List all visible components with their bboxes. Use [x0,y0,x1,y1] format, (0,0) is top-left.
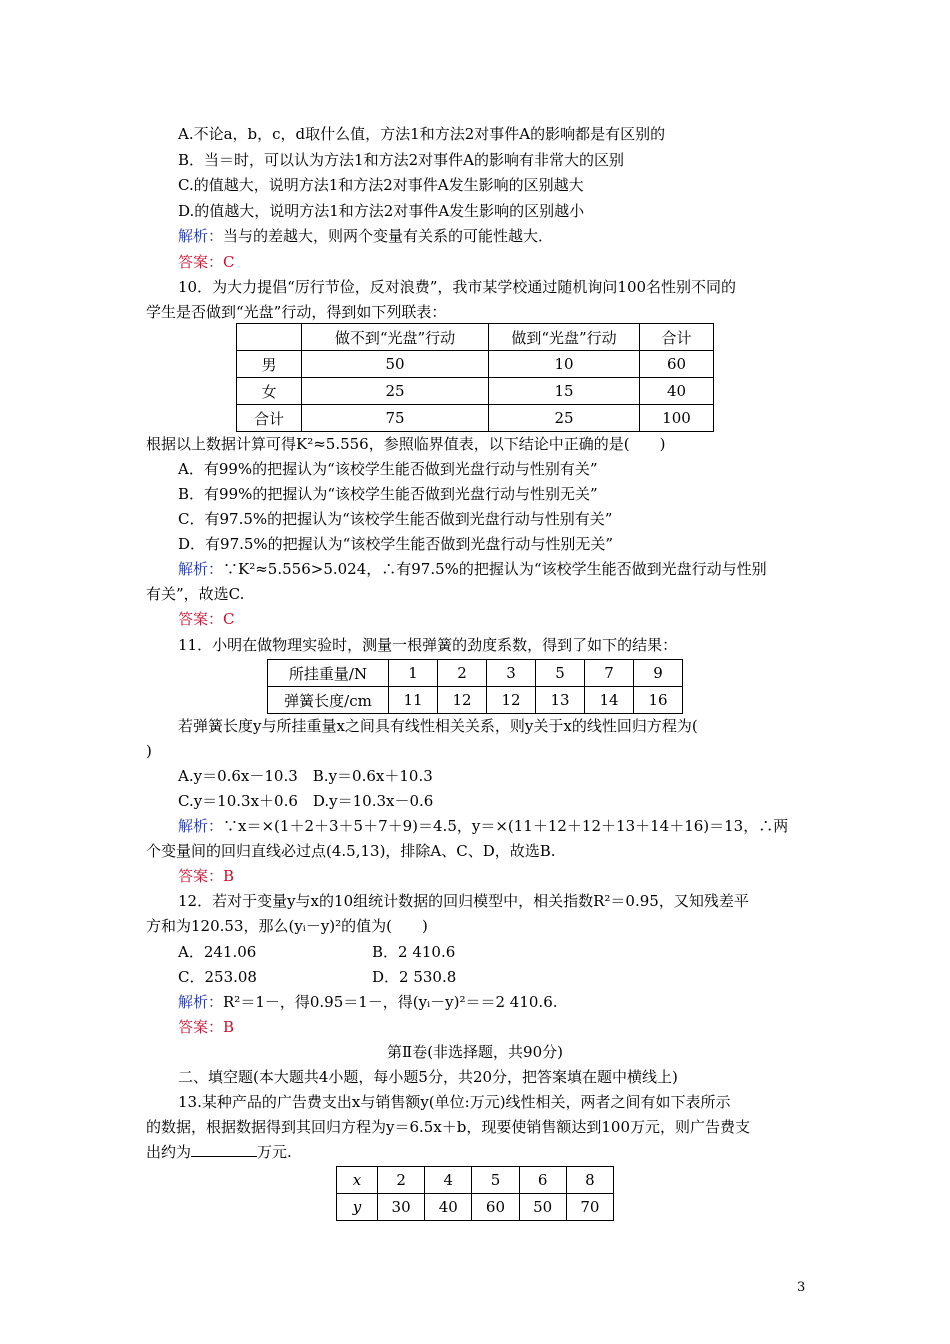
table-cell: 合计 [237,405,302,432]
table-cell: 40 [640,378,714,405]
analysis-text: ∵K²≈5.556>5.024，∴有97.5%的把握认为“该校学生能否做到光盘行动与性别 [223,560,767,578]
q12-option-a: A．241.06 [178,943,257,961]
table-cell: 25 [302,378,489,405]
table-cell: 75 [302,405,489,432]
table-cell: 4 [425,1167,472,1194]
answer-blank[interactable] [191,1142,257,1157]
part2-title: 第Ⅱ卷(非选择题，共90分) [387,1043,563,1061]
table-row [337,1167,614,1194]
table-cell: 1 [389,660,438,687]
table-cell: 8 [566,1167,613,1194]
q9-analysis [178,226,553,246]
table-cell: 做不到“光盘”行动 [302,324,489,351]
q13-stem-line2: 的数据，根据数据得到其回归方程为y＝6.5x＋b，现要使销售额达到100万元，则广告费支 [146,1118,751,1136]
q10-after-table: 根据以上数据计算可得K²≈5.556，参照临界值表，以下结论中正确的是( ) [146,435,666,453]
table-cell [237,324,302,351]
q10-analysis-line2: 有关”，故选C. [146,585,245,603]
q11-analysis-line1 [178,816,788,836]
table-cell: 5 [536,660,585,687]
table-cell: 女 [237,378,302,405]
analysis-label: 解析： [178,993,224,1011]
table-cell: 2 [378,1167,425,1194]
table-cell: 13 [536,687,585,714]
table-cell: 15 [489,378,640,405]
table-cell: 2 [438,660,487,687]
q11-options-line1: A.y＝0.6x－10.3 B.y＝0.6x＋10.3 [178,767,433,785]
q12-analysis [178,992,558,1012]
table-row [237,378,714,405]
table-cell: 14 [585,687,634,714]
analysis-text: ∵x＝×(1＋2＋3＋5＋7＋9)＝4.5，y＝×(11＋12＋12＋13＋14＋16)＝13，∴两 [223,817,789,835]
q10-option-c: C．有97.5%的把握认为“该校学生能否做到光盘行动与性别有关” [178,510,613,528]
table-cell: 16 [634,687,683,714]
table-cell: 7 [585,660,634,687]
q10-option-a: A．有99%的把握认为“该校学生能否做到光盘行动与性别有关” [178,460,598,478]
table-row [268,660,683,687]
table-cell: y [337,1194,378,1221]
table-cell: 3 [487,660,536,687]
q11-answer: 答案：B [178,867,235,885]
analysis-text: 当与的差越大，则两个变量有关系的可能性越大． [223,227,554,245]
q13-data-table [336,1166,614,1221]
q11-after-line2: ) [146,742,152,760]
table-cell: 9 [634,660,683,687]
table-cell: 30 [378,1194,425,1221]
q11-stem: 11．小明在做物理实验时，测量一根弹簧的劲度系数，得到了如下的结果： [178,636,678,654]
table-row [337,1194,614,1221]
analysis-label: 解析： [178,560,224,578]
q12-answer: 答案：B [178,1018,235,1036]
table-cell: 6 [519,1167,566,1194]
table-row [268,687,683,714]
q9-option-a: A.不论a，b，c，d取什么值，方法1和方法2对事件A的影响都是有区别的 [178,125,666,143]
table-cell: 12 [438,687,487,714]
table-cell: 弹簧长度/cm [268,687,389,714]
q10-option-b: B．有99%的把握认为“该校学生能否做到光盘行动与性别无关” [178,485,598,503]
q12-stem-line2: 方和为120.53，那么(yᵢ－y)²的值为( ) [146,917,428,935]
table-row [237,405,714,432]
q10-contingency-table [236,323,714,432]
q9-option-b: B．当＝时，可以认为方法1和方法2对事件A的影响有非常大的区别 [178,151,624,169]
table-cell: 11 [389,687,438,714]
table-cell: 60 [472,1194,519,1221]
q9-answer: 答案：C [178,253,235,271]
table-cell: 10 [489,351,640,378]
q11-after-line1: 若弹簧长度y与所挂重量x之间具有线性相关关系，则y关于x的线性回归方程为( [178,717,698,735]
table-cell: 男 [237,351,302,378]
table-cell: 所挂重量/N [268,660,389,687]
page-number: 3 [797,1280,806,1295]
q9-option-d: D.的值越大，说明方法1和方法2对事件A发生影响的区别越小 [178,202,585,220]
q12-option-c: C．253.08 [178,968,257,986]
table-cell: 40 [425,1194,472,1221]
table-cell: 12 [487,687,536,714]
q13-stem-pre: 出约为 [146,1143,192,1161]
q12-stem-line1: 12．若对于变量y与x的10组统计数据的回归模型中，相关指数R²＝0.95，又知残差平 [178,892,749,910]
table-cell: 50 [302,351,489,378]
q10-analysis-line1 [178,559,767,579]
table-cell: 70 [566,1194,613,1221]
q10-answer: 答案：C [178,610,235,628]
table-cell: x [337,1167,378,1194]
q10-option-d: D．有97.5%的把握认为“该校学生能否做到光盘行动与性别无关” [178,535,614,553]
q11-options-line2: C.y＝10.3x＋0.6 D.y＝10.3x－0.6 [178,792,434,810]
table-cell: 做到“光盘”行动 [489,324,640,351]
table-cell: 50 [519,1194,566,1221]
q11-data-table [267,659,683,714]
q10-stem-line2: 学生是否做到“光盘”行动，得到如下列联表： [146,303,447,321]
analysis-label: 解析： [178,817,224,835]
q13-stem-post: 万元. [257,1143,292,1161]
section-heading: 二、填空题(本大题共4小题，每小题5分，共20分，把答案填在题中横线上) [178,1068,678,1086]
q10-stem-line1: 10．为大力提倡“厉行节俭，反对浪费”，我市某学校通过随机询问100名性别不同的 [178,278,737,296]
q12-option-d: D．2 530.8 [372,968,457,986]
q13-stem-line1: 13.某种产品的广告费支出x与销售额y(单位:万元)线性相关，两者之间有如下表所示 [178,1093,731,1111]
q11-analysis-line2: 个变量间的回归直线必过点(4.5,13)，排除A、C、D，故选B. [146,842,556,860]
q13-stem-line3 [146,1142,292,1162]
table-cell: 5 [472,1167,519,1194]
analysis-label: 解析： [178,227,224,245]
q9-option-c: C.的值越大，说明方法1和方法2对事件A发生影响的区别越大 [178,176,584,194]
table-cell: 25 [489,405,640,432]
table-cell: 60 [640,351,714,378]
q12-option-b: B．2 410.6 [372,943,456,961]
analysis-text: R²＝1－，得0.95＝1－，得(yᵢ－y)²＝＝2 410.6. [223,993,558,1011]
table-cell: 100 [640,405,714,432]
table-row [237,324,714,351]
table-row [237,351,714,378]
table-cell: 合计 [640,324,714,351]
